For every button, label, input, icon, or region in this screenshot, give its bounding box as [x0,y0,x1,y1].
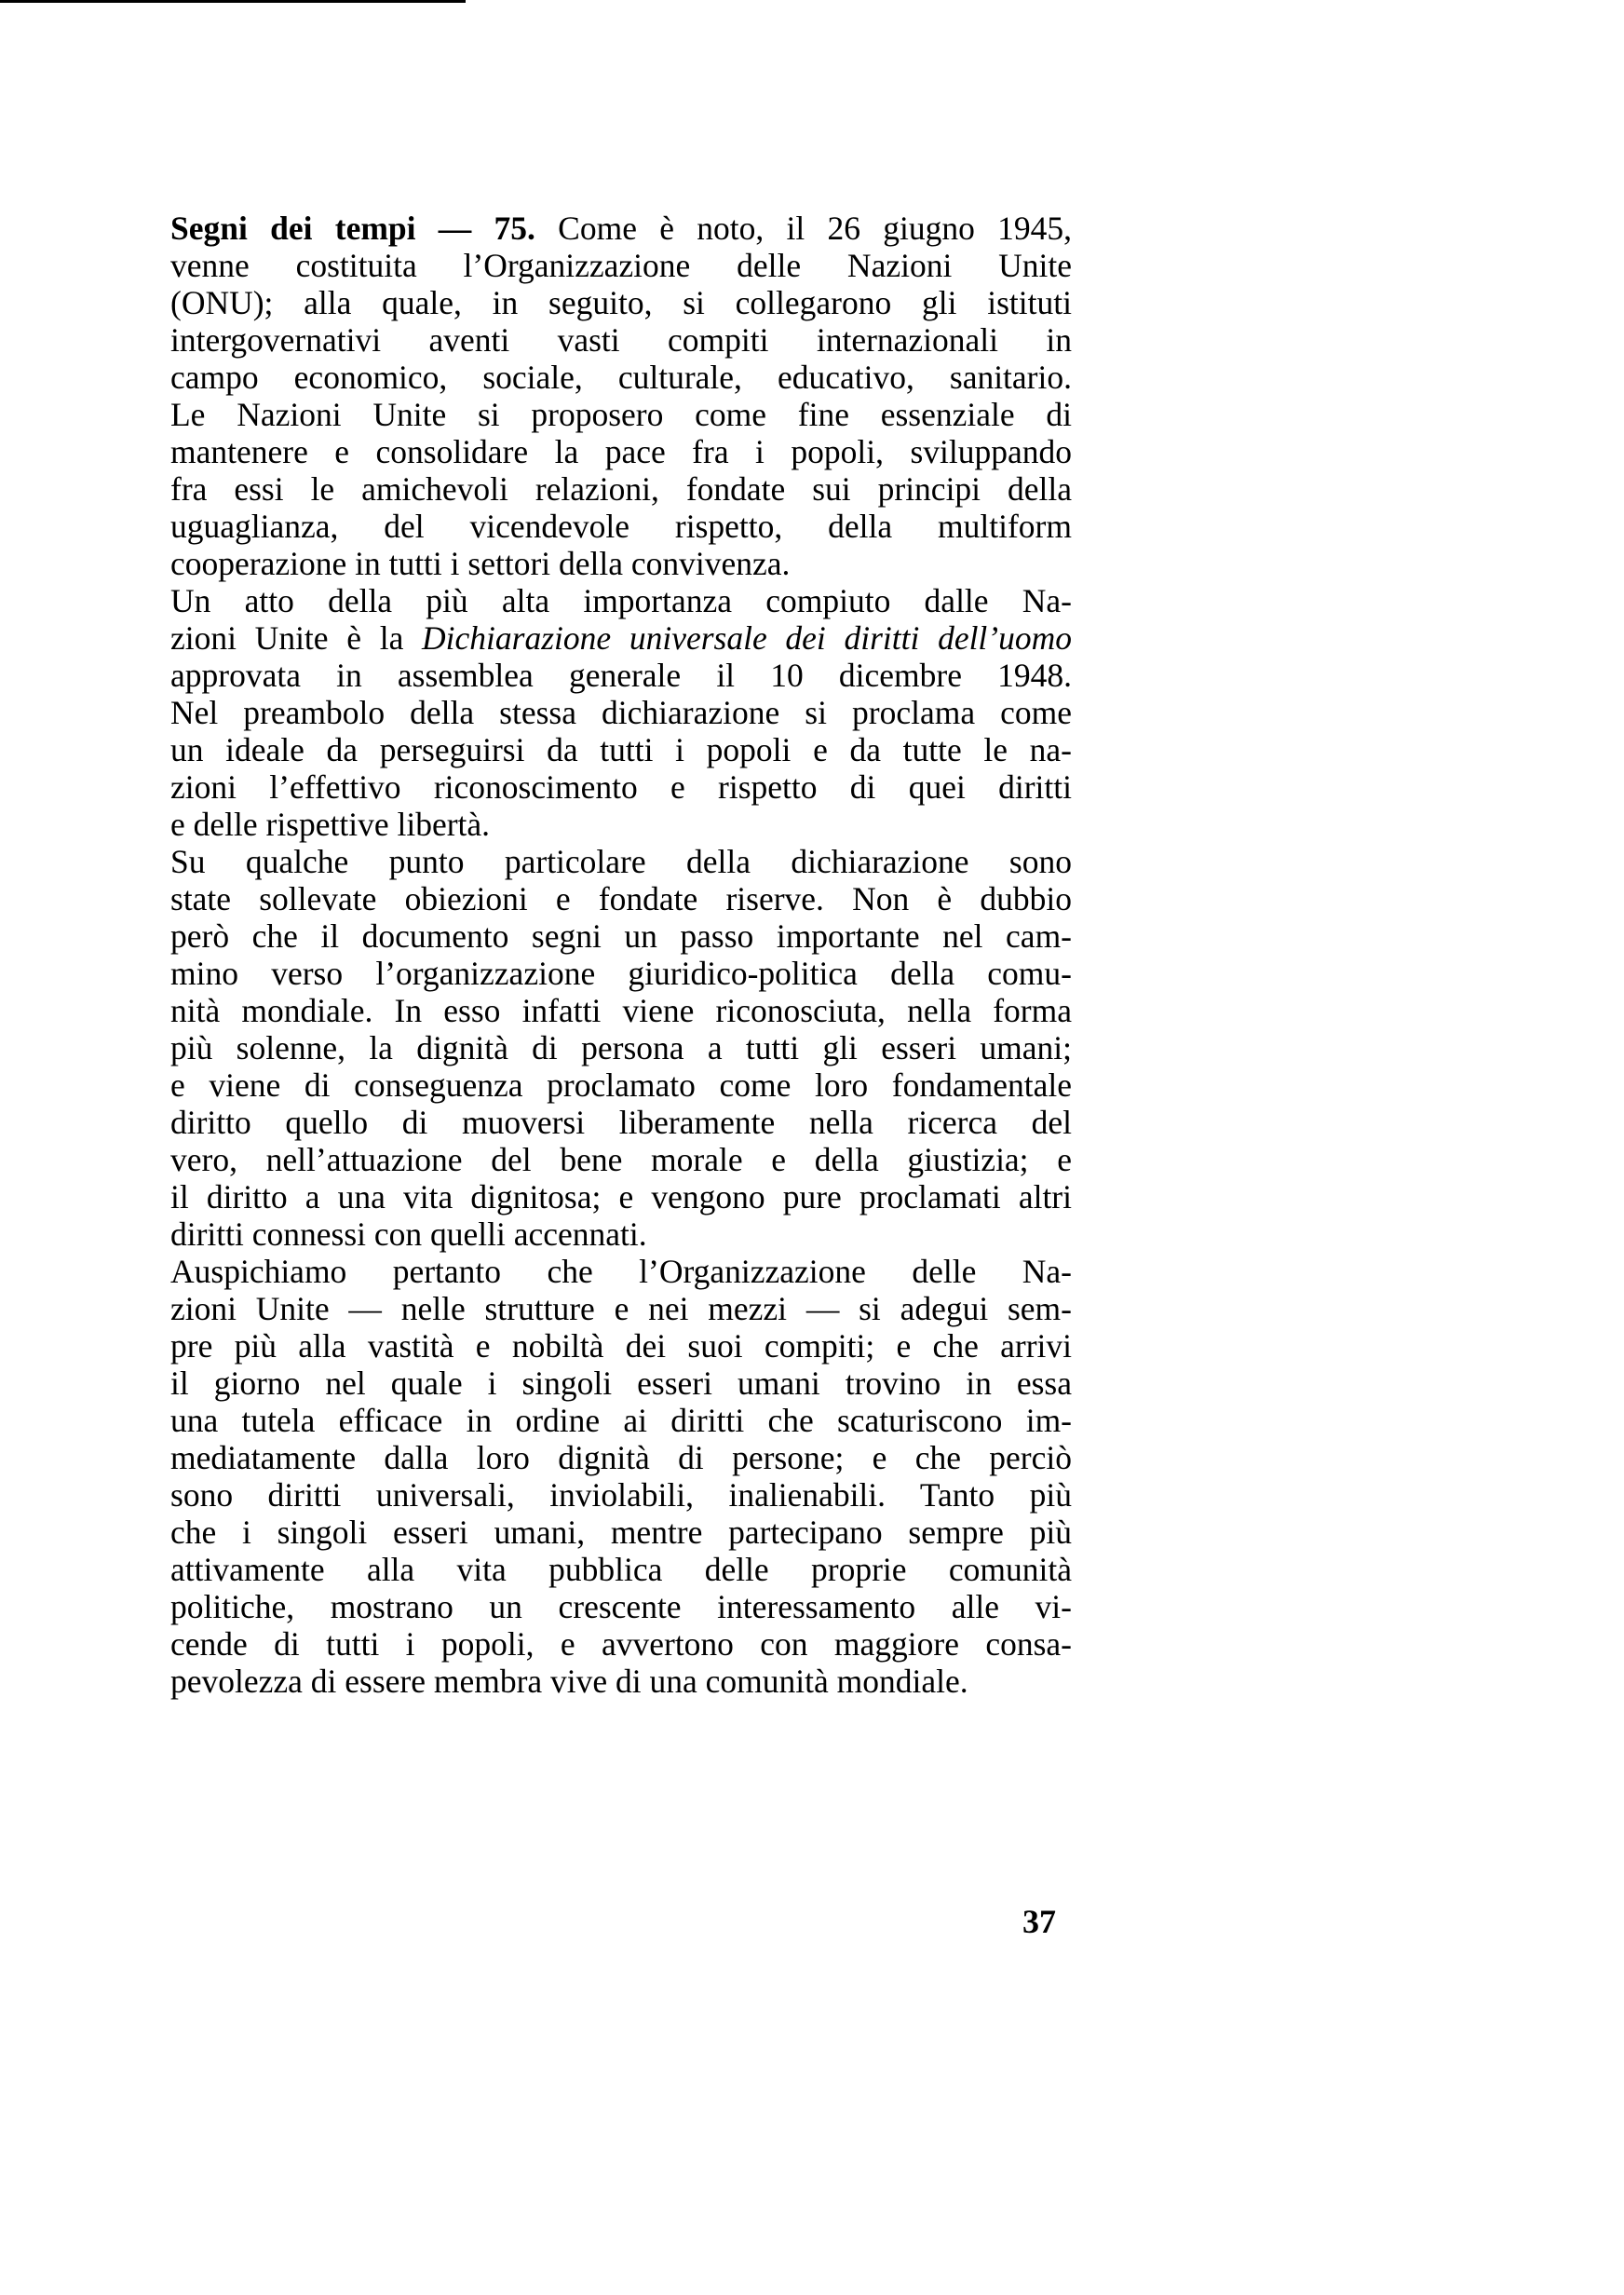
page-number: 37 [1022,1903,1056,1940]
text-line [170,843,1072,880]
text-line [170,657,1072,694]
text-line [170,992,1072,1029]
text-line [170,694,1072,731]
line-text: campo economico, sociale, culturale, educativo, sanitario. [170,359,1072,396]
text-line [170,545,1072,582]
text-line [170,955,1072,992]
line-text: Le Nazioni Unite si proposero come fine essenziale di [170,396,1072,433]
text-line [170,1551,1072,1588]
line-text: vero, nell’attuazione del bene morale e della giustizia; e [170,1141,1072,1178]
paragraph [170,1253,1072,1700]
line-text: e delle rispettive libertà. [170,806,491,843]
line-text: Un atto della più alta importanza compiuto dalle Na- [170,582,1072,619]
text-line [170,768,1072,806]
text-line [170,1104,1072,1141]
line-text: più solenne, la dignità di persona a tutti gli esseri umani; [170,1029,1072,1066]
line-text: uguaglianza, del vicendevole rispetto, della multiform [170,508,1072,545]
section-heading: Segni dei tempi — 75. [170,210,535,247]
line-text: zioni Unite è la [170,619,423,657]
text-line [170,619,1072,657]
line-text: mino verso l’organizzazione giuridico-politica della comu- [170,955,1072,992]
text-line [170,1215,1072,1253]
line-text: attivamente alla vita pubblica delle proprie comunità [170,1551,1072,1588]
text-line [170,284,1072,321]
line-text: pre più alla vastità e nobiltà dei suoi compiti; e che arrivi [170,1327,1072,1365]
text-line [170,1066,1072,1104]
text-line [170,247,1072,284]
text-line [170,1253,1072,1290]
text-line [170,1178,1072,1215]
document-title-italic: Dichiarazione universale dei diritti dell’uomo [422,619,1073,657]
text-line [170,433,1072,470]
line-text: approvata in assemblea generale il 10 dicembre 1948. [170,657,1072,694]
text-line [170,806,1072,843]
line-text: Come è noto, il 26 giugno 1945, [535,210,1072,247]
text-line [170,1402,1072,1439]
text-line [170,1476,1072,1514]
line-text: nità mondiale. In esso infatti viene riconosciuta, nella forma [170,992,1072,1029]
line-text: cende di tutti i popoli, e avvertono con maggiore consa- [170,1625,1072,1663]
paragraph [170,210,1072,582]
line-text: state sollevate obiezioni e fondate riserve. Non è dubbio [170,880,1072,917]
text-line [170,1625,1072,1663]
line-text: e viene di conseguenza proclamato come loro fondamentale [170,1066,1072,1104]
top-scan-rule [0,0,466,3]
line-text: un ideale da perseguirsi da tutti i popoli e da tutte le na- [170,731,1072,768]
text-line [170,917,1072,955]
text-line [170,396,1072,433]
text-line [170,1588,1072,1625]
line-text: mediatamente dalla loro dignità di persone; e che perciò [170,1439,1072,1476]
line-text: che i singoli esseri umani, mentre partecipano sempre più [170,1514,1072,1551]
line-text: Su qualche punto particolare della dichiarazione sono [170,843,1072,880]
line-text: però che il documento segni un passo importante nel cam- [170,917,1072,955]
line-text: diritto quello di muoversi liberamente nella ricerca del [170,1104,1072,1141]
line-text: il diritto a una vita dignitosa; e vengono pure proclamati altri [170,1178,1072,1215]
line-text: fra essi le amichevoli relazioni, fondate sui principi della [170,470,1072,508]
line-text: Auspichiamo pertanto che l’Organizzazione delle Na- [170,1253,1072,1290]
body-text [170,210,1072,1700]
line-text: diritti connessi con quelli accennati. [170,1215,647,1253]
text-line [170,508,1072,545]
text-line [170,1327,1072,1365]
line-text: il giorno nel quale i singoli esseri umani trovino in essa [170,1365,1072,1402]
text-line [170,1514,1072,1551]
text-line [170,1029,1072,1066]
line-text: Nel preambolo della stessa dichiarazione si proclama come [170,694,1072,731]
text-line [170,1365,1072,1402]
text-line [170,1663,1072,1700]
text-line [170,321,1072,359]
line-text: zioni Unite — nelle strutture e nei mezzi — si adegui sem- [170,1290,1072,1327]
text-line [170,1439,1072,1476]
text-line [170,210,1072,247]
line-text: cooperazione in tutti i settori della convivenza. [170,545,791,582]
paragraph [170,582,1072,843]
text-line [170,1141,1072,1178]
text-line [170,731,1072,768]
text-line [170,470,1072,508]
line-text: sono diritti universali, inviolabili, inalienabili. Tanto più [170,1476,1072,1514]
line-text: (ONU); alla quale, in seguito, si collegarono gli istituti [170,284,1072,321]
line-text: venne costituita l’Organizzazione delle Nazioni Unite [170,247,1072,284]
paragraph [170,843,1072,1253]
line-text: una tutela efficace in ordine ai diritti che scaturiscono im- [170,1402,1072,1439]
text-line [170,359,1072,396]
line-text: politiche, mostrano un crescente interessamento alle vi- [170,1588,1072,1625]
line-text: intergovernativi aventi vasti compiti internazionali in [170,321,1072,359]
line-text: pevolezza di essere membra vive di una comunità mondiale. [170,1663,968,1700]
text-line [170,1290,1072,1327]
line-text: zioni l’effettivo riconoscimento e rispetto di quei diritti [170,768,1072,806]
text-line [170,880,1072,917]
line-text: mantenere e consolidare la pace fra i popoli, sviluppando [170,433,1072,470]
text-line [170,582,1072,619]
